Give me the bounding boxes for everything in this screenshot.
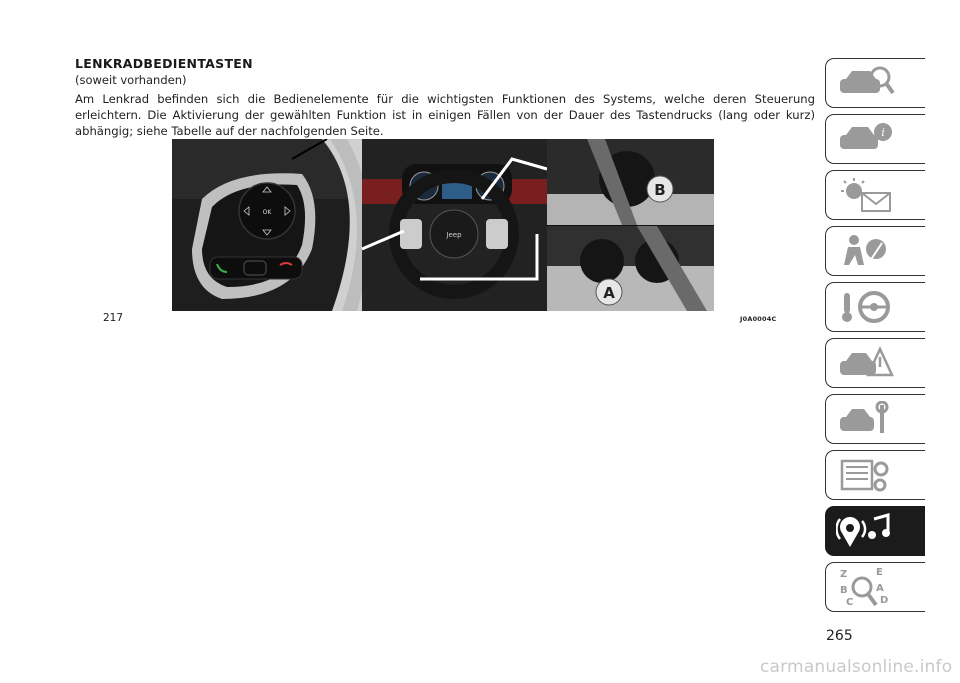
tab-safety[interactable] — [825, 226, 925, 276]
svg-text:D: D — [880, 595, 889, 606]
tab-dashboard-warning[interactable] — [825, 170, 925, 220]
safety-airbag-icon — [836, 233, 896, 269]
tab-emergency[interactable] — [825, 338, 925, 388]
tab-car-search[interactable] — [825, 58, 925, 108]
svg-text:i: i — [881, 126, 885, 139]
stalk-b-panel — [547, 139, 714, 225]
figure-code: J0A0004C — [740, 315, 777, 323]
driving-steering-icon — [836, 289, 896, 325]
steering-wheel-figure — [172, 139, 714, 311]
section-subheading: (soweit vorhanden) — [75, 73, 187, 87]
tab-car-info[interactable] — [825, 114, 925, 164]
tab-driving[interactable] — [825, 282, 925, 332]
page-number: 265 — [826, 628, 853, 644]
car-info-icon — [836, 121, 896, 157]
watermark: carmanualsonline.info — [760, 657, 953, 677]
svg-text:Z: Z — [840, 569, 848, 580]
cockpit-panel — [362, 139, 547, 311]
callout-b: B — [654, 181, 666, 199]
section-heading: LENKRADBEDIENTASTEN — [75, 56, 253, 71]
figure-number: 217 — [103, 312, 124, 324]
svg-text:B: B — [840, 585, 848, 596]
svg-text:A: A — [876, 583, 884, 594]
tab-index[interactable] — [825, 562, 925, 612]
svg-text:C: C — [846, 597, 854, 608]
jeep-label: Jeep — [446, 231, 462, 239]
callout-a: A — [603, 284, 615, 302]
ok-label: OK — [262, 209, 272, 216]
stalk-a-panel — [547, 226, 714, 311]
car-maintenance-icon — [836, 401, 896, 437]
car-emergency-icon — [836, 345, 896, 381]
technical-data-icon — [836, 457, 896, 493]
tab-maintenance[interactable] — [825, 394, 925, 444]
dashboard-warning-icon — [836, 177, 896, 213]
car-search-icon — [836, 65, 896, 101]
button-closeup-panel — [172, 139, 370, 311]
tab-multimedia[interactable] — [825, 506, 925, 556]
index-icon — [836, 565, 896, 609]
svg-text:E: E — [876, 567, 883, 578]
section-body: Am Lenkrad befinden sich die Bedienelemente für die wichtigsten Funktionen des Systems, welche deren Steuerung erleichtern. Die Aktivierung der gewählten Funktion ist in einigen Fällen von der Dauer des Tastendrucks (lang oder kurz) abhängig; siehe Tabelle auf der nachfolgenden Seite. — [75, 92, 815, 138]
tab-technical-data[interactable] — [825, 450, 925, 500]
multimedia-icon — [836, 513, 896, 549]
